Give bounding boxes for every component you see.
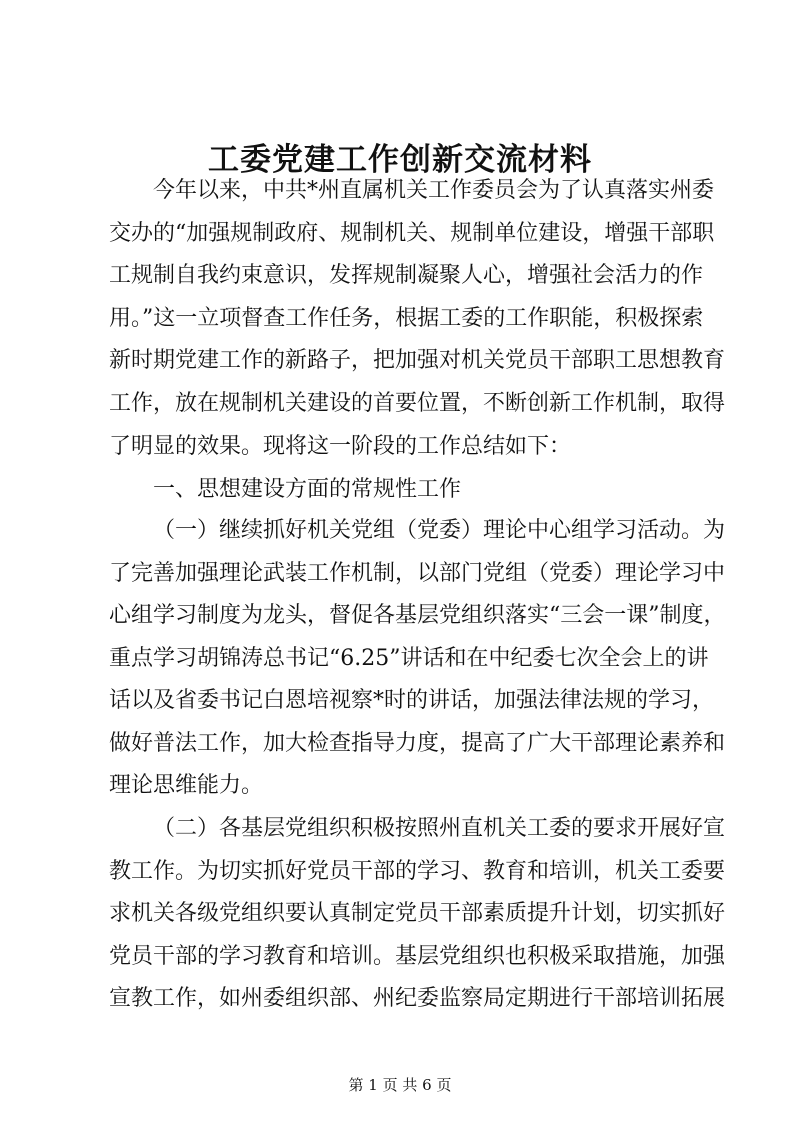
paragraph-line: 党员干部的学习教育和培训。基层党组织也积极采取措施，加强 (109, 944, 726, 969)
paragraph-line: （一）继续抓好机关党组（党委）理论中心组学习活动。为 (153, 518, 726, 543)
paragraph-line: 用。”这一立项督查工作任务，根据工委的工作职能，积极探索 (109, 306, 704, 331)
paragraph-line: 做好普法工作，加大检查指导力度，提高了广大干部理论素养和 (109, 731, 726, 756)
paragraph-line: 重点学习胡锦涛总书记“6.25”讲话和在中纪委七次全会上的讲 (109, 646, 709, 671)
paragraph-line: 交办的“加强规制政府、规制机关、规制单位建设，增强干部职 (109, 221, 715, 246)
page-number: 第 1 页 共 6 页 (348, 1076, 452, 1094)
paragraph-line: 今年以来，中共*州直属机关工作委员会为了认真落实州委 (153, 178, 715, 203)
paragraph-line: 宣教工作，如州委组织部、州纪委监察局定期进行干部培训拓展 (109, 986, 726, 1011)
paragraph-line: 教工作。为切实抓好党员干部的学习、教育和培训，机关工委要 (109, 859, 726, 884)
paragraph-line: 求机关各级党组织要认真制定党员干部素质提升计划，切实抓好 (109, 901, 726, 926)
paragraph-line: 了明显的效果。现将这一阶段的工作总结如下： (109, 434, 572, 459)
paragraph-line: 理论思维能力。 (109, 773, 264, 798)
section-heading: 一、思想建设方面的常规性工作 (153, 477, 462, 502)
paragraph-line: （二）各基层党组织积极按照州直机关工委的要求开展好宣 (153, 816, 726, 841)
paragraph-line: 新时期党建工作的新路子，把加强对机关党员干部职工思想教育 (109, 348, 726, 373)
paragraph-line: 了完善加强理论武装工作机制，以部门党组（党委）理论学习中 (109, 561, 726, 586)
paragraph-line: 心组学习制度为龙头，督促各基层党组织落实“三会一课”制度， (109, 603, 726, 628)
paragraph-line: 工规制自我约束意识，发挥规制凝聚人心，增强社会活力的作 (109, 263, 704, 288)
paragraph-line: 话以及省委书记白恩培视察*时的讲话，加强法律法规的学习， (109, 688, 715, 713)
paragraph-line: 工作，放在规制机关建设的首要位置，不断创新工作机制，取得 (109, 391, 726, 416)
document-title: 工委党建工作创新交流材料 (208, 142, 592, 178)
